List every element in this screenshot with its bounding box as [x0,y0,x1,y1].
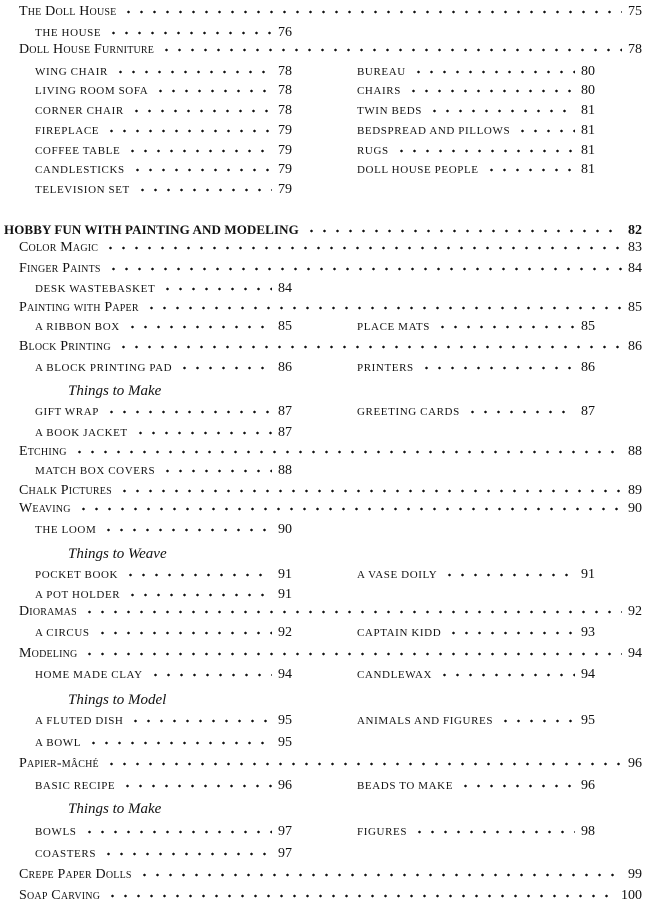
page-number: 79 [278,143,292,158]
toc-entry [35,83,292,99]
dot-leader [485,163,575,173]
dot-leader [130,104,272,114]
dot-leader [443,568,575,578]
dot-leader [161,282,272,292]
toc-entry [19,501,642,517]
toc-entry [19,483,642,499]
page-number: 82 [628,223,642,238]
toc-entry [35,713,292,729]
page-number: 79 [278,182,292,197]
entry-title: ANIMALS AND FIGURES [357,715,494,727]
subheading: Things to Weave [68,546,167,562]
entry-title: HOBBY FUN WITH PAINTING AND MODELING [4,222,299,237]
page-number: 86 [278,360,292,375]
dot-leader [126,320,272,330]
entry-title: Finger Paints [19,261,101,276]
toc-entry [35,587,292,603]
dot-leader [126,144,272,154]
toc-entry [19,756,642,772]
toc-entry [357,625,595,641]
subheading: Things to Make [68,383,162,399]
entry-title: WING CHAIR [35,66,108,78]
toc-entry [35,824,292,840]
dot-leader [149,668,272,678]
entry-title: BASIC RECIPE [35,780,116,792]
entry-title: A BOOK JACKET [35,427,128,439]
page-number: 78 [278,64,292,79]
dot-leader [395,144,575,154]
toc-entry [357,567,595,583]
entry-title: A BLOCK PRINTING PAD [35,362,173,374]
page-number: 91 [278,587,292,602]
entry-title: A BOWL [35,737,82,749]
dot-leader [105,757,622,767]
entry-title: LIVING ROOM SOFA [35,85,149,97]
entry-title: Etching [19,444,67,459]
entry-title: FIREPLACE [35,125,100,137]
dot-leader [121,779,272,789]
toc-entry [19,300,642,316]
dot-leader [438,668,575,678]
page-number: 99 [628,867,642,882]
dot-leader [124,568,272,578]
page-number: 75 [628,4,642,19]
entry-title: CHAIRS [357,85,401,97]
entry-title: TWIN BEDS [357,105,422,117]
dot-leader [499,714,575,724]
toc-entry [357,143,595,159]
toc-entry [357,103,595,119]
toc-entry [35,667,292,683]
page-number: 85 [581,319,595,334]
entry-title: MATCH BOX COVERS [35,465,156,477]
toc-entry [35,778,292,794]
dot-leader [420,361,575,371]
page-number: 90 [278,522,292,537]
page-number: 86 [628,339,642,354]
entry-title: CANDLEWAX [357,669,433,681]
dot-leader [102,523,272,533]
page-number: 100 [621,888,642,903]
dot-leader [83,825,273,835]
dot-leader [83,605,622,615]
page-number: 90 [628,501,642,516]
page-number: 92 [278,625,292,640]
toc-entry [19,240,642,256]
page-number: 78 [278,103,292,118]
dot-leader [87,736,272,746]
dot-leader [117,340,622,350]
toc-entry [35,846,292,862]
toc-entry [19,4,642,20]
entry-title: FIGURES [357,826,408,838]
page-number: 92 [628,604,642,619]
page-number: 89 [628,483,642,498]
page-number: 87 [581,404,595,419]
dot-leader [122,5,622,15]
entry-title: Color Magic [19,240,99,255]
entry-title: Painting with Paper [19,300,139,315]
page-number: 80 [581,83,595,98]
toc-entry [19,646,642,662]
toc-entry [357,713,595,729]
toc-entry [357,404,595,420]
dot-leader [105,124,272,134]
toc-entry [19,42,642,58]
dot-leader [107,26,272,36]
page-number: 91 [278,567,292,582]
entry-title: Crepe Paper Dolls [19,867,132,882]
entry-title: CANDLESTICKS [35,164,125,176]
entry-title: HOME MADE CLAY [35,669,143,681]
entry-title: A POT HOLDER [35,589,121,601]
dot-leader [131,163,272,173]
dot-leader [161,464,272,474]
entry-title: Block Printing [19,339,111,354]
toc-entry [357,667,595,683]
toc-entry [357,162,595,178]
entry-title: TELEVISION SET [35,184,130,196]
toc-entry [357,778,595,794]
toc-entry [357,824,595,840]
dot-leader [145,301,622,311]
toc-entry [19,867,642,883]
toc-entry [35,735,292,751]
page-number: 78 [628,42,642,57]
entry-title: Papier-mâché [19,756,99,771]
dot-leader [107,262,622,272]
dot-leader [138,868,622,878]
page-number: 83 [628,240,642,255]
dot-leader [407,84,575,94]
dot-leader [105,405,272,415]
dot-leader [466,405,575,415]
dot-leader [134,426,272,436]
page-number: 95 [278,713,292,728]
page-number: 79 [278,123,292,138]
toc-entry [35,319,292,335]
toc-entry [35,522,292,538]
toc-entry [357,319,595,335]
page-number: 93 [581,625,595,640]
subheading: Things to Make [68,801,162,817]
page-number: 95 [581,713,595,728]
dot-leader [83,647,622,657]
toc-entry [35,103,292,119]
entry-title: A RIBBON BOX [35,321,120,333]
entry-title: CAPTAIN KIDD [357,627,442,639]
section-heading [4,222,642,239]
toc-entry [35,360,292,376]
dot-leader [102,847,272,857]
toc-entry [35,463,292,479]
dot-leader [126,588,272,598]
page-number: 80 [581,64,595,79]
dot-leader [106,889,615,899]
entry-title: Doll House Furniture [19,42,155,57]
entry-title: GIFT WRAP [35,406,99,418]
page-number: 96 [278,778,292,793]
entry-title: THE LOOM [35,524,97,536]
toc-entry [35,625,292,641]
page-number: 84 [628,261,642,276]
entry-title: DESK WASTEBASKET [35,283,156,295]
toc-entry [357,123,595,139]
page-number: 96 [581,778,595,793]
entry-title: Modeling [19,646,78,661]
toc-entry [35,182,292,198]
toc-entry [19,888,642,904]
entry-title: BEDSPREAD AND PILLOWS [357,125,511,137]
page-number: 81 [581,103,595,118]
entry-title: Chalk Pictures [19,483,112,498]
page-number: 94 [581,667,595,682]
entry-title: CORNER CHAIR [35,105,124,117]
dot-leader [118,484,622,494]
entry-title: Dioramas [19,604,77,619]
dot-leader [178,361,272,371]
entry-title: RUGS [357,145,389,157]
page-number: 84 [278,281,292,296]
page-number: 97 [278,846,292,861]
page-number: 87 [278,425,292,440]
toc-entry [35,64,292,80]
dot-leader [136,183,272,193]
page-number: 81 [581,123,595,138]
toc-entry [35,567,292,583]
entry-title: PRINTERS [357,362,414,374]
dot-leader [305,224,622,234]
page-number: 81 [581,162,595,177]
page-number: 94 [278,667,292,682]
entry-title: BUREAU [357,66,406,78]
dot-leader [96,626,272,636]
entry-title: Weaving [19,501,71,516]
page-number: 97 [278,824,292,839]
entry-title: PLACE MATS [357,321,430,333]
dot-leader [154,84,272,94]
toc-entry [19,444,642,460]
toc-entry [35,425,292,441]
toc-entry [35,162,292,178]
dot-leader [459,779,575,789]
page-number: 81 [581,143,595,158]
entry-title: BEADS TO MAKE [357,780,454,792]
page-number: 91 [581,567,595,582]
page-number: 85 [628,300,642,315]
entry-title: THE HOUSE [35,27,102,39]
page-number: 76 [278,25,292,40]
dot-leader [114,65,272,75]
toc-entry [35,143,292,159]
toc-entry [357,360,595,376]
toc-entry [357,64,595,80]
entry-title: BOWLS [35,826,77,838]
page-number: 94 [628,646,642,661]
page-number: 79 [278,162,292,177]
toc-entry [19,261,642,277]
entry-title: COASTERS [35,848,97,860]
entry-title: A VASE DOILY [357,569,438,581]
dot-leader [129,714,272,724]
dot-leader [104,241,622,251]
page-number: 96 [628,756,642,771]
toc-entry [35,123,292,139]
entry-title: The Doll House [19,4,117,19]
entry-title: COFFEE TABLE [35,145,121,157]
subheading: Things to Model [68,692,167,708]
toc-entry [19,604,642,620]
dot-leader [447,626,575,636]
dot-leader [516,124,575,134]
page-number: 85 [278,319,292,334]
entry-title: POCKET BOOK [35,569,119,581]
toc-entry [357,83,595,99]
entry-title: A CIRCUS [35,627,90,639]
entry-title: DOLL HOUSE PEOPLE [357,164,479,176]
dot-leader [436,320,575,330]
dot-leader [77,502,622,512]
entry-title: A FLUTED DISH [35,715,124,727]
page-number: 98 [581,824,595,839]
dot-leader [412,65,575,75]
toc-entry [35,281,292,297]
dot-leader [160,43,622,53]
page-number: 95 [278,735,292,750]
page-number: 88 [628,444,642,459]
entry-title: GREETING CARDS [357,406,460,418]
toc-entry [35,404,292,420]
page-number: 86 [581,360,595,375]
dot-leader [413,825,575,835]
page-number: 88 [278,463,292,478]
toc-entry [19,339,642,355]
dot-leader [73,445,622,455]
entry-title: Soap Carving [19,888,101,903]
page-number: 87 [278,404,292,419]
page-number: 78 [278,83,292,98]
toc-entry [35,25,292,41]
dot-leader [428,104,575,114]
